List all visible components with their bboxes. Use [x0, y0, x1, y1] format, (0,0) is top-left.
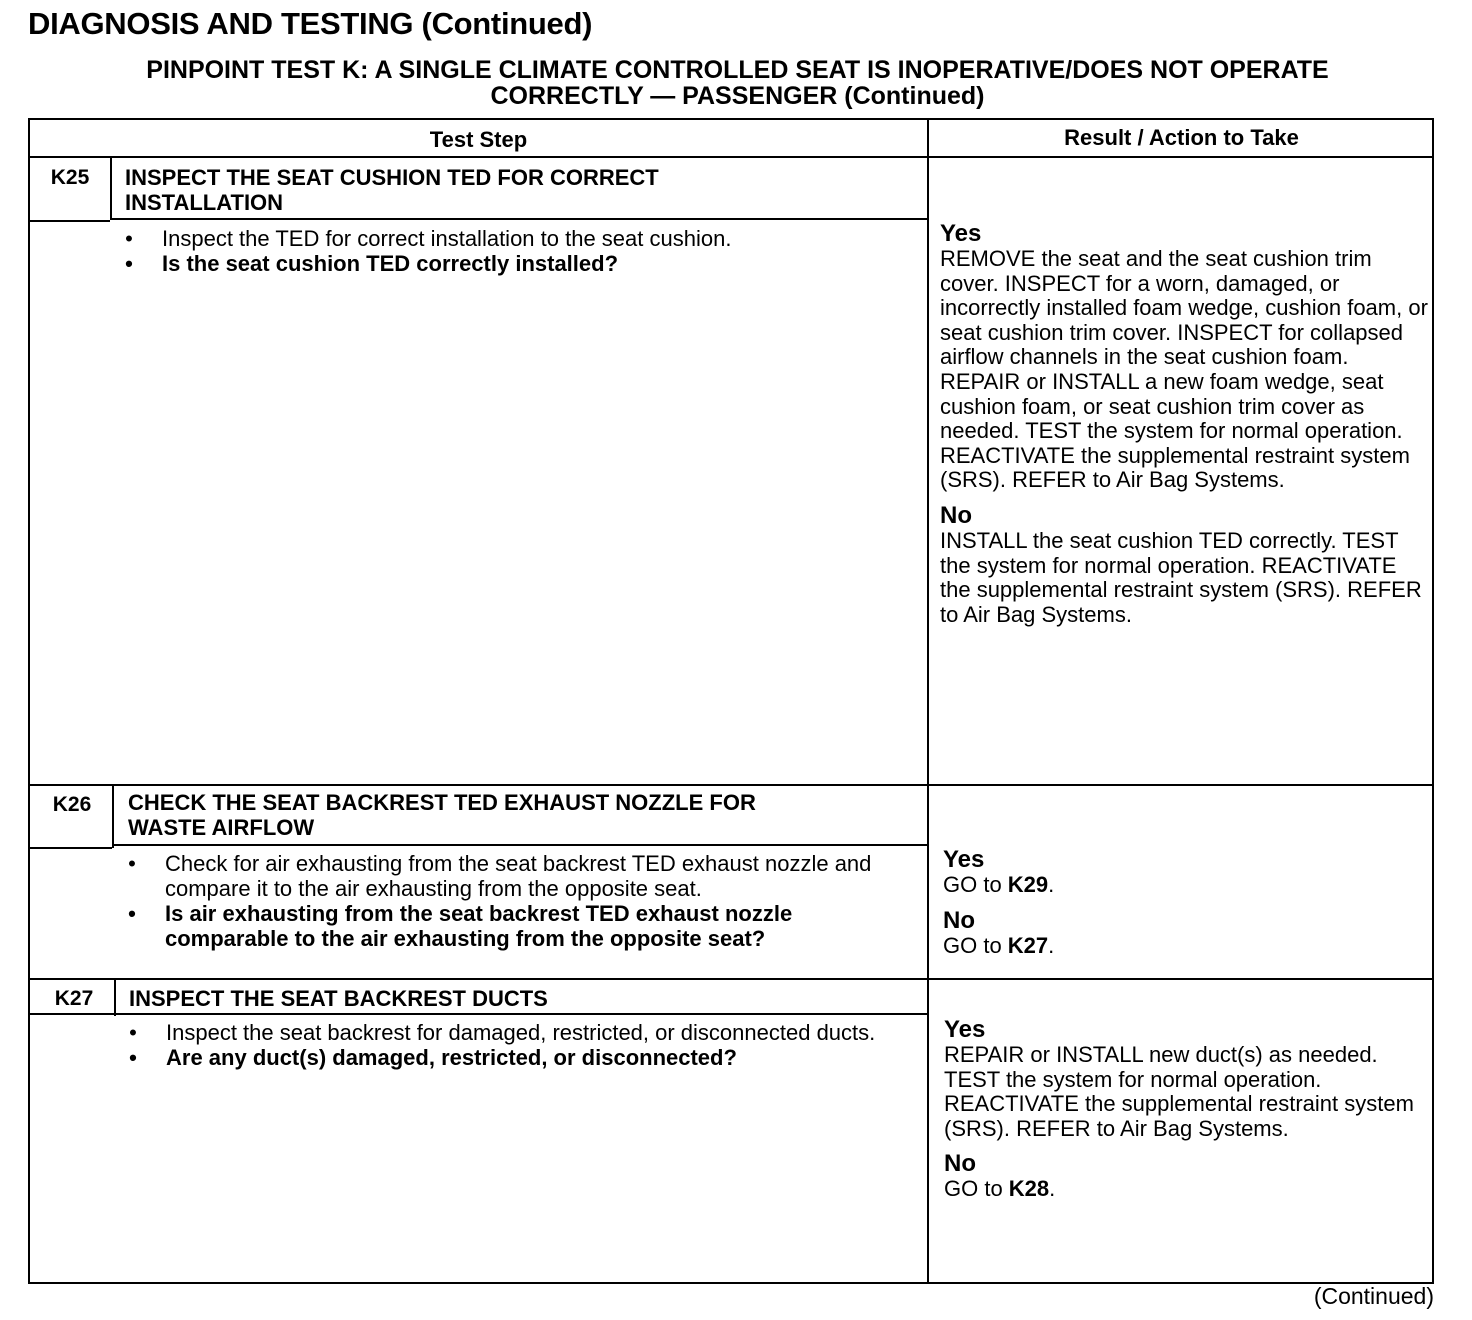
result-yes-label: Yes	[940, 220, 982, 247]
result-no-label: No	[940, 501, 972, 529]
pinpoint-test-title	[40, 57, 1435, 109]
result-yes-label: Yes	[944, 1016, 986, 1043]
step-title	[128, 790, 918, 840]
result-no-text: GO to K27.	[943, 932, 1055, 958]
question-bullet: • Is the seat cushion TED correctly installed?	[125, 251, 619, 276]
step-title-line-2: INSTALLATION	[125, 190, 284, 215]
step-instructions	[125, 851, 915, 951]
test-title-line-2: CORRECTLY — PASSENGER (Continued)	[490, 82, 985, 110]
result-no-text: GO to K28.	[944, 1176, 1056, 1202]
id-cell-bottom	[30, 847, 112, 849]
result-yes-text: REMOVE the seat and the seat cushion trim cover. INSPECT for a worn, damaged, or incorrectly installed foam wedge, cushion foam, or seat cushion trim cover. INSPECT for collapsed airflow channels in the seat cushion foam. REPAIR or INSTALL a new foam wedge, seat cushion foam, or seat cushion trim cover as needed. TEST the system for normal operation. REACTIVATE the supplemental restraint system (SRS). REFER to Air Bag Systems.	[940, 246, 1428, 493]
result-yes-label: Yes	[943, 846, 985, 873]
test-title-line-1: PINPOINT TEST K: A SINGLE CLIMATE CONTROLLED SEAT IS INOPERATIVE/DOES NOT OPERATE	[146, 56, 1329, 84]
id-divider	[112, 784, 114, 848]
step-title-line-2: WASTE AIRFLOW	[128, 815, 315, 840]
goto-step-ref: K28	[1008, 1176, 1050, 1202]
column-divider	[927, 120, 929, 1284]
continued-note: (Continued)	[1313, 1283, 1434, 1309]
step-results	[940, 221, 1430, 637]
pinpoint-test-table	[28, 118, 1434, 1284]
id-divider	[110, 156, 112, 220]
step-title-line-1: INSPECT THE SEAT CUSHION TED FOR CORRECT	[125, 165, 659, 190]
step-id: K25	[50, 166, 90, 189]
result-no-label: No	[944, 1150, 976, 1178]
header-test-step: Test Step	[429, 127, 528, 152]
page-heading: DIAGNOSIS AND TESTING (Continued)	[28, 6, 593, 41]
step-title	[125, 165, 915, 215]
step-instructions	[122, 226, 902, 276]
question-bullet: • Are any duct(s) damaged, restricted, or disconnected?	[129, 1045, 737, 1070]
result-yes-text: GO to K29.	[943, 872, 1055, 897]
step-results	[943, 847, 1433, 968]
id-divider	[114, 978, 116, 1016]
step-title	[129, 986, 919, 1011]
result-no-text: INSTALL the seat cushion TED correctly. TEST the system for normal operation. REACTIVATE the supplemental restraint system (SRS). REFER to Air Bag Systems.	[940, 527, 1422, 627]
goto-step-ref: K29	[1007, 872, 1049, 897]
instruction-bullet: • Inspect the seat backrest for damaged, restricted, or disconnected ducts.	[129, 1020, 876, 1045]
instruction-bullet: • Inspect the TED for correct installation to the seat cushion.	[125, 226, 732, 251]
result-yes-text: REPAIR or INSTALL new duct(s) as needed. TEST the system for normal operation. REACTIVATE the supplemental restraint system (SRS). REFER to Air Bag Systems.	[944, 1042, 1414, 1141]
step-id: K26	[52, 793, 92, 816]
id-cell-bottom	[30, 220, 110, 222]
step-title-line-1: INSPECT THE SEAT BACKREST DUCTS	[129, 986, 548, 1011]
question-bullet: • Is air exhausting from the seat backrest TED exhaust nozzle comparable to the air exhausting from the opposite seat?	[128, 901, 793, 951]
title-divider	[112, 844, 927, 846]
row-divider	[30, 784, 1434, 786]
title-divider	[110, 218, 927, 220]
instruction-bullet: • Check for air exhausting from the seat backrest TED exhaust nozzle and compare it to the air exhausting from the opposite seat.	[128, 851, 872, 901]
step-title-line-1: CHECK THE SEAT BACKREST TED EXHAUST NOZZLE FOR	[128, 790, 756, 815]
step-results	[944, 1017, 1434, 1212]
result-no-label: No	[943, 906, 975, 934]
header-divider	[30, 156, 1434, 158]
row-divider	[30, 978, 1434, 980]
step-instructions	[126, 1020, 906, 1070]
step-id: K27	[54, 987, 94, 1010]
goto-step-ref: K27	[1007, 932, 1049, 958]
header-result-action: Result / Action to Take	[1064, 125, 1299, 150]
title-divider	[30, 1013, 927, 1015]
